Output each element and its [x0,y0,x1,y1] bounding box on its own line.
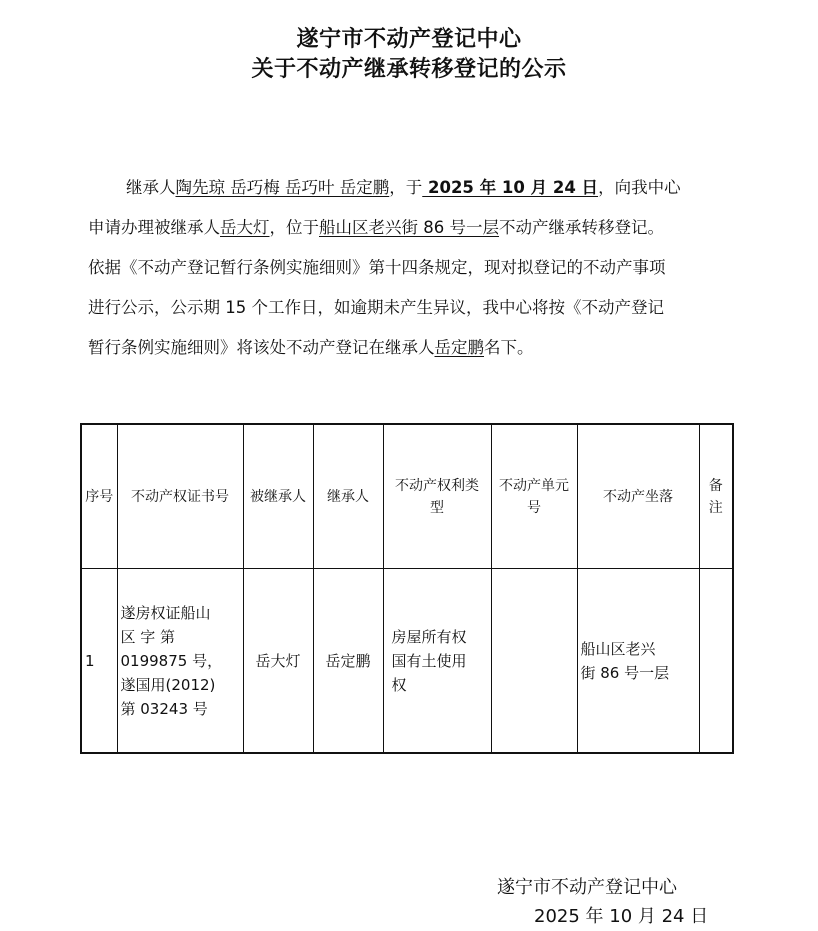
signature-org: 遂宁市不动产登记中心 [497,877,677,898]
heirs-prefix: 继承人 [126,178,176,197]
cert-line-5: 第 03243 号 [120,699,208,718]
table-row [81,569,733,754]
decedent-name: 岳大灯 [220,218,270,237]
header-cert: 不动产权证书号 [117,424,243,569]
location-mid: ，位于 [269,218,319,237]
cert-line-3: 0199875 号， [120,651,223,670]
header-remark: 备注 [699,424,733,569]
notice-body [88,168,728,368]
notice-line-5 [88,328,728,368]
heirs-mid: ，于 [389,178,423,197]
right-type-line-3: 权 [391,675,407,694]
line5-suffix: 名下。 [484,338,534,357]
location-line-2: 街 86 号一层 [580,663,670,682]
notice-line-4: 进行公示，公示期 15 个工作日，如逾期未产生异议，我中心将按《不动产登记 [88,298,664,317]
cell-unit [491,569,577,754]
registration-table [80,423,734,754]
heirs-names: 陶先琼 岳巧梅 岳巧叶 岳定鹏 [175,178,390,197]
header-unit-l2: 号 [527,499,541,516]
heirs-suffix: ，向我中心 [598,178,681,197]
line5-prefix: 暂行条例实施细则》将该处不动产登记在继承人 [88,338,435,357]
header-seq: 序号 [81,424,117,569]
cert-line-2: 区 字 第 [120,627,176,646]
cell-right-type [383,569,491,754]
table-header-row [81,424,733,569]
location-line-1: 船山区老兴 [580,639,656,658]
notice-line-2 [88,208,728,248]
cell-heir: 岳定鹏 [313,569,383,754]
header-unit [491,424,577,569]
header-heir: 继承人 [313,424,383,569]
cell-cert [117,569,243,754]
decedent-prefix: 申请办理被继承人 [88,218,220,237]
notice-line-3: 依据《不动产登记暂行条例实施细则》第十四条规定，现对拟登记的不动产事项 [88,258,666,277]
registered-heir: 岳定鹏 [434,338,484,357]
header-location: 不动产坐落 [577,424,699,569]
header-right-type-l1: 不动产权利类 [395,477,479,494]
cell-remark [699,569,733,754]
cert-line-4: 遂国用(2012) [120,675,216,694]
right-type-line-2: 国有土使用 [391,651,467,670]
cell-seq: 1 [81,569,117,754]
header-right-type [383,424,491,569]
header-unit-l1: 不动产单元 [499,477,569,494]
notice-title: 关于不动产继承转移登记的公示 [251,57,567,82]
application-date: 2025 年 10 月 24 日 [422,178,599,197]
header-right-type-l2: 型 [430,499,444,516]
notice-line-1 [88,168,728,208]
signature-date: 2025 年 10 月 24 日 [534,906,709,927]
notice-title-org: 遂宁市不动产登记中心 [296,27,522,52]
header-decedent: 被继承人 [243,424,313,569]
cert-line-1: 遂房权证船山 [120,603,211,622]
line2-suffix: 不动产继承转移登记。 [499,218,664,237]
cell-location [577,569,699,754]
right-type-line-1: 房屋所有权 [391,627,467,646]
cell-decedent: 岳大灯 [243,569,313,754]
property-location: 船山区老兴街 86 号一层 [319,218,499,237]
